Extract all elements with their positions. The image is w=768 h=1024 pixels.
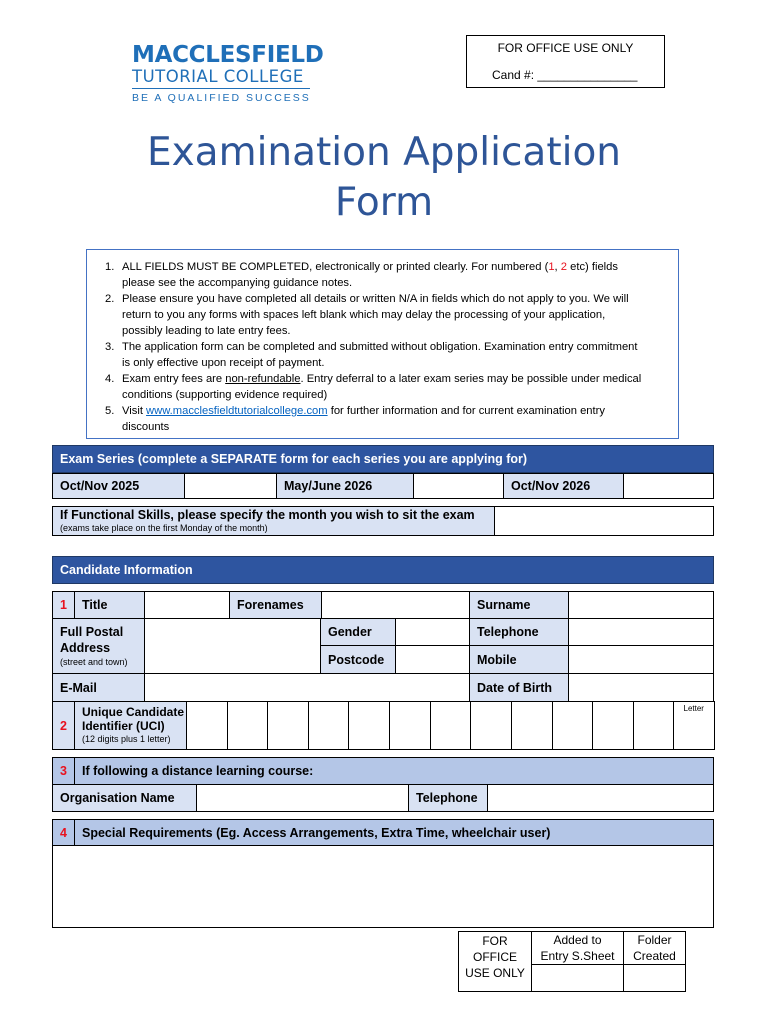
- exam-option-may-june-2026-field[interactable]: [413, 473, 504, 499]
- exam-option-oct-nov-2026-field[interactable]: [623, 473, 714, 499]
- folder-created-field[interactable]: [623, 964, 686, 992]
- added-to-entry-sheet-field[interactable]: [531, 964, 624, 992]
- row-number-3: 3: [52, 757, 75, 785]
- mobile-label: Mobile: [469, 645, 569, 674]
- exam-option-oct-nov-2026-label: Oct/Nov 2026: [503, 473, 624, 499]
- title-field[interactable]: [144, 591, 230, 619]
- gender-label: Gender: [320, 618, 396, 646]
- uci-digit-box[interactable]: [348, 701, 390, 750]
- mobile-field[interactable]: [568, 645, 714, 674]
- dob-field[interactable]: [568, 673, 714, 702]
- distance-telephone-field[interactable]: [487, 784, 714, 812]
- email-field[interactable]: [144, 673, 470, 702]
- special-requirements-header: Special Requirements (Eg. Access Arrangements, Extra Time, wheelchair user): [74, 819, 714, 846]
- uci-digit-box[interactable]: [552, 701, 594, 750]
- row-number-1: 1: [52, 591, 75, 619]
- forenames-field[interactable]: [321, 591, 470, 619]
- office-use-title: FOR OFFICE USE ONLY: [497, 41, 634, 55]
- logo-divider: [132, 88, 310, 89]
- uci-digit-box[interactable]: [470, 701, 512, 750]
- exam-option-oct-nov-2025-field[interactable]: [184, 473, 277, 499]
- uci-digit-box[interactable]: [227, 701, 269, 750]
- row-number-4: 4: [52, 819, 75, 846]
- candidate-info-header: Candidate Information: [52, 556, 714, 584]
- uci-digit-box[interactable]: [267, 701, 309, 750]
- office-use-label-bottom: FOR OFFICE USE ONLY: [458, 931, 532, 992]
- logo-tagline: BE A QUALIFIED SUCCESS: [132, 92, 311, 104]
- address-label: Full Postal Address (street and town): [52, 618, 145, 674]
- surname-field[interactable]: [568, 591, 714, 619]
- office-use-box: [466, 35, 665, 88]
- dob-label: Date of Birth: [469, 673, 569, 702]
- uci-label: Unique Candidate Identifier (UCI) (12 digits plus 1 letter): [74, 701, 187, 750]
- functional-skills-label: If Functional Skills, please specify the month you wish to sit the exam (exams take place on the first Monday of the month): [52, 506, 495, 536]
- website-link[interactable]: www.macclesfieldtutorialcollege.com: [146, 405, 328, 417]
- uci-digit-box[interactable]: [633, 701, 675, 750]
- email-label: E-Mail: [52, 673, 145, 702]
- exam-option-may-june-2026-label: May/June 2026: [276, 473, 414, 499]
- uci-letter-box[interactable]: [673, 701, 715, 750]
- functional-skills-month-field[interactable]: [494, 506, 714, 536]
- distance-learning-header: If following a distance learning course:: [74, 757, 714, 785]
- uci-digit-box[interactable]: [592, 701, 634, 750]
- telephone-field[interactable]: [568, 618, 714, 646]
- uci-digit-box[interactable]: [389, 701, 431, 750]
- row-number-2: 2: [52, 701, 75, 750]
- uci-letter-label: Letter: [683, 704, 704, 713]
- special-requirements-field[interactable]: [52, 845, 714, 928]
- page-title-line-2: Form: [334, 180, 434, 225]
- page-title-line-1: Examination Application: [146, 130, 622, 175]
- forenames-label: Forenames: [229, 591, 322, 619]
- postcode-field[interactable]: [395, 645, 470, 674]
- uci-digit-box[interactable]: [511, 701, 553, 750]
- telephone-label: Telephone: [469, 618, 569, 646]
- title-label: Title: [74, 591, 145, 619]
- postcode-label: Postcode: [320, 645, 396, 674]
- exam-option-oct-nov-2025-label: Oct/Nov 2025: [52, 473, 185, 499]
- exam-series-header: Exam Series (complete a SEPARATE form for each series you are applying for): [52, 445, 714, 473]
- candidate-number-field[interactable]: Cand #: _______________: [492, 68, 638, 82]
- address-field[interactable]: [144, 618, 321, 674]
- gender-field[interactable]: [395, 618, 470, 646]
- uci-digit-box[interactable]: [186, 701, 228, 750]
- uci-digit-box[interactable]: [430, 701, 472, 750]
- organisation-name-label: Organisation Name: [52, 784, 197, 812]
- folder-created-label: Folder Created: [623, 931, 686, 965]
- distance-telephone-label: Telephone: [408, 784, 488, 812]
- uci-digit-box[interactable]: [308, 701, 350, 750]
- guidance-box: 1. ALL FIELDS MUST BE COMPLETED, electronically or printed clearly. For numbered (1, 2 etc) fields please see the accompanying guidance notes. 2. Please ensure you have completed all details or written N/A in fields which do not apply to you. We will return to you any forms with spaces left blank which may delay the processing of your application, possibly leading to late entry fees. 3. The application form can be completed and submitted without obligation. Examination entry commitment is only effective upon receipt of payment. 4. Exam entry fees are non-refundable. Entry deferral to a later exam series may be possible under medical conditions (supporting evidence required) 5. Visit www.macclesfieldtutorialcollege.com for further information and for current examination entry discounts: [86, 249, 679, 439]
- logo-line-2: TUTORIAL COLLEGE: [132, 67, 304, 86]
- surname-label: Surname: [469, 591, 569, 619]
- organisation-name-field[interactable]: [196, 784, 409, 812]
- logo-line-1: MACCLESFIELD: [132, 42, 324, 68]
- added-to-entry-sheet-label: Added to Entry S.Sheet: [531, 931, 624, 965]
